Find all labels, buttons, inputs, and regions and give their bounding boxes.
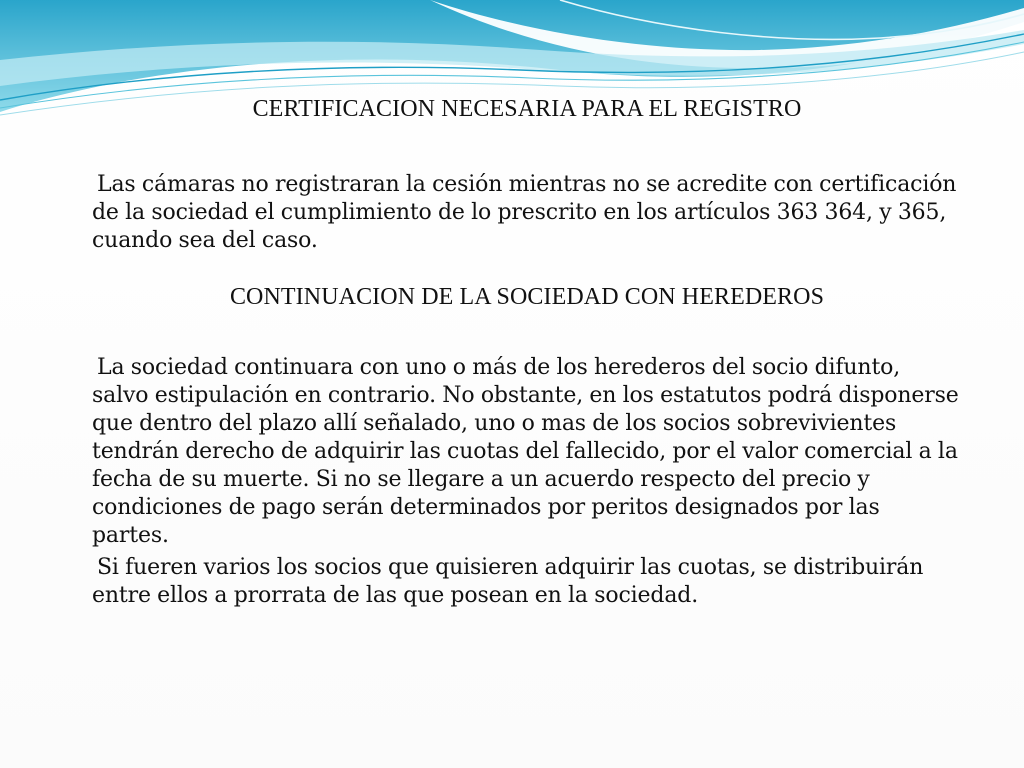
paragraph-camaras: Las cámaras no registraran la cesión mientras no se acredite con certificación de la sociedad el cumplimiento de lo prescrito en los artículos 363 364, y 365, cuando sea del caso. xyxy=(92,172,957,253)
heading-continuacion: CONTINUACION DE LA SOCIEDAD CON HEREDEROS xyxy=(229,284,825,310)
heading-certificacion: CERTIFICACION NECESARIA PARA EL REGISTRO xyxy=(252,96,802,122)
paragraph-sociedad-continuara: La sociedad continuara con uno o más de los herederos del socio difunto, salvo estipulación en contrario. No obstante, en los estatutos podrá disponerse que dentro del plazo allí señalado, uno o mas de los socios sobrevivientes tendrán derecho de adquirir las cuotas del fallecido, por el valor comercial a la fecha de su muerte. Si no se llegare a un acuerdo respecto del precio y condiciones de pago serán determinados por peritos designados por las partes. xyxy=(92,355,959,548)
paragraph-varios-socios: Si fueren varios los socios que quisieren adquirir las cuotas, se distribuirán entre ellos a prorrata de las que posean en la sociedad. xyxy=(92,555,924,608)
slide-content xyxy=(92,94,962,610)
